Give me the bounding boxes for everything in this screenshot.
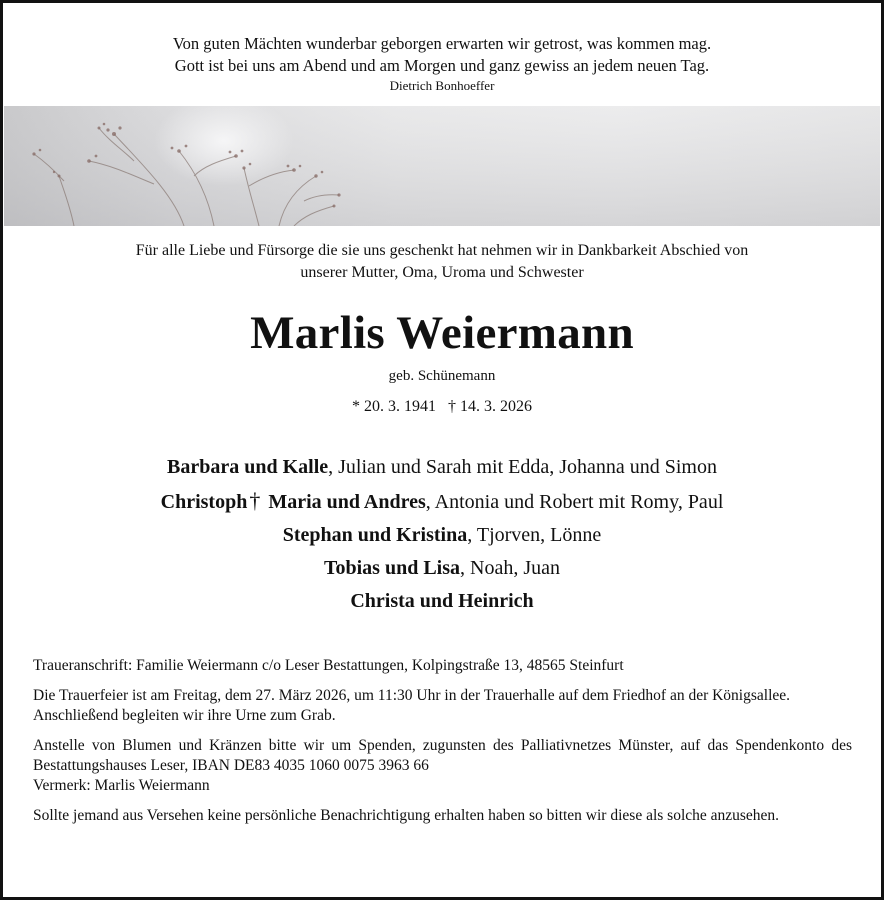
donation-note: Vermerk: Marlis Weiermann — [33, 777, 210, 794]
quote-line-2: Gott ist bei uns am Abend und am Morgen und ganz gewiss an jedem neuen Tag. — [174, 56, 710, 75]
quote-line-1: Von guten Mächten wunderbar geborgen erwarten wir getrost, was kommen mag. — [172, 34, 712, 53]
birth-date: * 20. 3. 1941 — [352, 398, 436, 415]
family-list — [0, 451, 884, 618]
family-names-bold: Christa und Heinrich — [350, 590, 534, 612]
ceremony-info: Die Trauerfeier ist am Freitag, dem 27. März 2026, um 11:30 Uhr in der Trauerhalle auf dem Friedhof an der Königsallee. Anschließend begleiten wir ihre Urne zum Grab. — [33, 687, 791, 724]
family-row — [0, 552, 884, 585]
dried-grass-illustration — [4, 106, 880, 226]
life-dates — [0, 396, 884, 418]
farewell-intro — [40, 240, 844, 284]
intro-line-2: unserer Mutter, Oma, Uroma und Schwester — [300, 264, 584, 281]
quote-author: Dietrich Bonhoeffer — [389, 78, 495, 93]
family-names: , Tjorven, Lönne — [467, 524, 602, 546]
deceased-name: Marlis Weiermann — [250, 307, 634, 359]
family-names: , Antonia und Robert mit Romy, Paul — [425, 491, 724, 513]
family-row — [0, 484, 884, 519]
family-names: , Noah, Juan — [460, 557, 560, 579]
family-names-bold: Maria und Andres — [268, 491, 426, 513]
family-names-bold: Stephan und Kristina — [282, 524, 468, 546]
family-names-bold: Tobias und Lisa — [324, 557, 461, 579]
donation-text: Anstelle von Blumen und Kränzen bitte wir um Spenden, zugunsten des Palliativnetzes Münster, auf das Spendenkonto des Bestattungshauses Leser, IBAN DE83 4035 1060 0075 3963 66 — [33, 737, 852, 774]
death-date: † 14. 3. 2026 — [448, 398, 532, 415]
mourning-address: Traueranschrift: Familie Weiermann c/o Leser Bestattungen, Kolpingstraße 13, 48565 Steinfurt — [33, 657, 624, 674]
donation-info — [33, 736, 852, 796]
family-row — [0, 519, 884, 552]
family-names-bold: Christoph — [160, 491, 248, 513]
intro-line-1: Für alle Liebe und Fürsorge die sie uns geschenkt hat nehmen wir in Dankbarkeit Abschied von — [135, 242, 749, 259]
bonhoeffer-quote — [0, 33, 884, 95]
grass-banner-image — [4, 106, 880, 226]
notification-notice: Sollte jemand aus Versehen keine persönliche Benachrichtigung erhalten haben so bitten wir diese als solche anzusehen. — [33, 807, 780, 824]
family-names: , Julian und Sarah mit Edda, Johanna und Simon — [328, 456, 717, 478]
family-names-bold: Barbara und Kalle — [167, 456, 329, 478]
cross-icon: † — [249, 488, 261, 513]
family-row — [0, 451, 884, 484]
family-row — [0, 585, 884, 618]
funeral-details — [33, 656, 852, 836]
maiden-name: geb. Schünemann — [388, 368, 496, 384]
